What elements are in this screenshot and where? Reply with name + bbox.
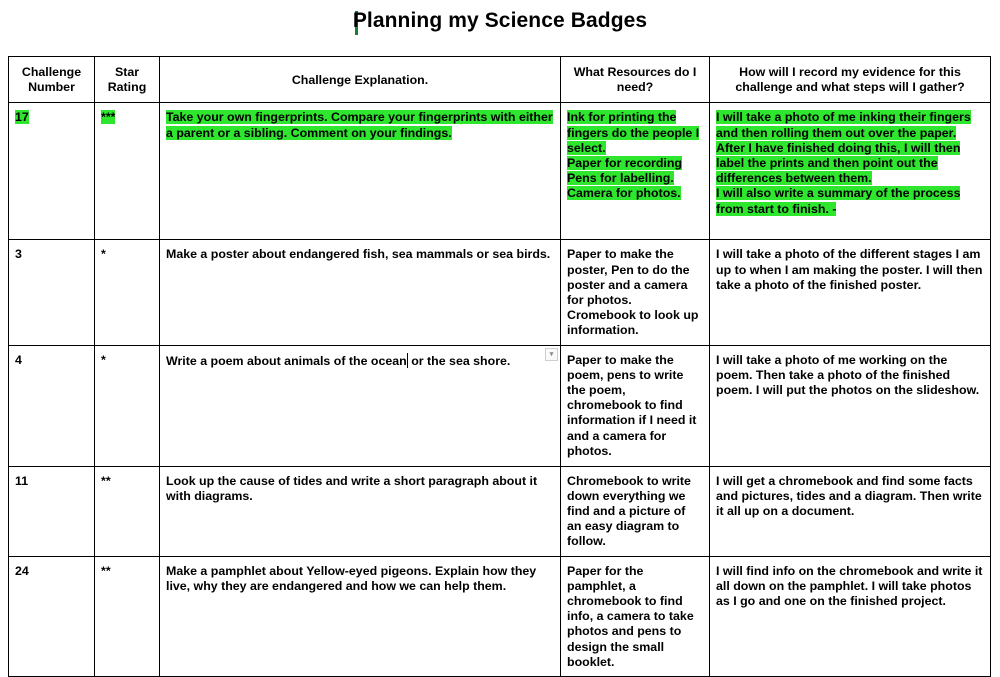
header-challenge-number[interactable]: Challenge Number [9,57,95,103]
table-row [9,240,991,345]
resource-line: Ink for printing the fingers do the people I select. [567,110,700,155]
star-rating-text: *** [101,110,116,125]
page-title: Planning my Science Badges [352,9,648,32]
challenge-explanation-text: Take your own fingerprints. Compare your fingerprints with either a parent or a sibling. Comment on your findings. [166,110,553,140]
cell-evidence[interactable] [710,556,991,676]
cell-star-rating[interactable] [95,103,160,240]
cell-challenge-number[interactable] [9,103,95,240]
cell-evidence[interactable] [710,240,991,345]
evidence-line: I will take a photo of the different stages I am up to when I am making the poster. I will then take a photo of the finished poster. [716,247,983,292]
header-evidence[interactable]: How will I record my evidence for this challenge and what steps will I gather? [710,57,991,103]
table-row [9,103,991,240]
cell-challenge-explanation[interactable]: Make a pamphlet about Yellow-eyed pigeons. Explain how they live, why they are endangered and how we can help them. [160,556,561,676]
cell-evidence[interactable] [710,466,991,556]
resource-line: Cromebook to look up information. [567,308,699,338]
cell-challenge-number[interactable]: 11 [9,466,95,556]
header-star-rating[interactable]: Star Rating [95,57,160,103]
header-resources[interactable]: What Resources do I need? [561,57,710,103]
challenge-explanation-text-end: or the sea shore. [407,353,511,368]
evidence-line: I will take a photo of me inking their fingers and then rolling them out over the paper. [716,110,971,140]
cell-evidence[interactable] [710,103,991,240]
evidence-line: I will find info on the chromebook and write it all down on the pamphlet. I will take photos as I go and one on the finished project. [716,563,983,609]
evidence-line: After I have finished doing this, I will then label the prints and then point out the differences between them. [716,140,961,186]
cell-star-rating[interactable]: * [95,240,160,345]
cell-star-rating[interactable]: * [95,345,160,466]
cell-challenge-number[interactable]: 24 [9,556,95,676]
cell-resources[interactable] [561,556,710,676]
evidence-line: I will take a photo of me working on the poem. Then take a photo of the finished poem. I will put the photos on the slideshow. [716,352,980,398]
resource-line: Paper to make the poem, pens to write the poem, chromebook to find information if I need it and a camera for photos. [567,352,697,458]
resource-line: Paper for recording [567,156,682,171]
badges-table [8,56,991,677]
resource-line: Paper to make the poster, Pen to do the poster and a camera for photos. [567,247,690,308]
cell-evidence[interactable] [710,345,991,466]
cell-challenge-explanation[interactable] [160,103,561,240]
cell-star-rating[interactable]: ** [95,466,160,556]
evidence-line: I will also write a summary of the process from start to finish. - [716,186,961,216]
table-row [9,556,991,676]
challenge-number-text: 17 [15,110,29,125]
challenge-explanation-text-start: Write a poem about animals of the ocean [166,353,407,368]
cell-challenge-explanation[interactable] [160,345,561,466]
cell-challenge-number[interactable]: 3 [9,240,95,345]
cell-resources[interactable] [561,466,710,556]
resource-line: Paper for the pamphlet, a chromebook to find info, a camera to take photos and pens to design the small booklet. [567,563,694,669]
cell-challenge-explanation[interactable]: Make a poster about endangered fish, sea mammals or sea birds. [160,240,561,345]
cell-star-rating[interactable]: ** [95,556,160,676]
cell-resources[interactable] [561,103,710,240]
resource-line: Camera for photos. [567,186,681,201]
cell-resources[interactable] [561,240,710,345]
table-row [9,345,991,466]
cell-challenge-number[interactable]: 4 [9,345,95,466]
table-header-row [9,57,991,103]
resource-line: Chromebook to write down everything we find and a picture of an easy diagram to follow. [567,473,691,549]
evidence-line: I will get a chromebook and find some facts and pictures, tides and a diagram. Then write it all up on a document. [716,473,982,519]
cell-dropdown-arrow-icon[interactable]: ▾ [545,348,558,361]
header-challenge-explanation[interactable]: Challenge Explanation. [160,57,561,103]
resource-line: Pens for labelling. [567,171,674,186]
table-row [9,466,991,556]
cell-resources[interactable] [561,345,710,466]
cell-challenge-explanation[interactable]: Look up the cause of tides and write a short paragraph about it with diagrams. [160,466,561,556]
